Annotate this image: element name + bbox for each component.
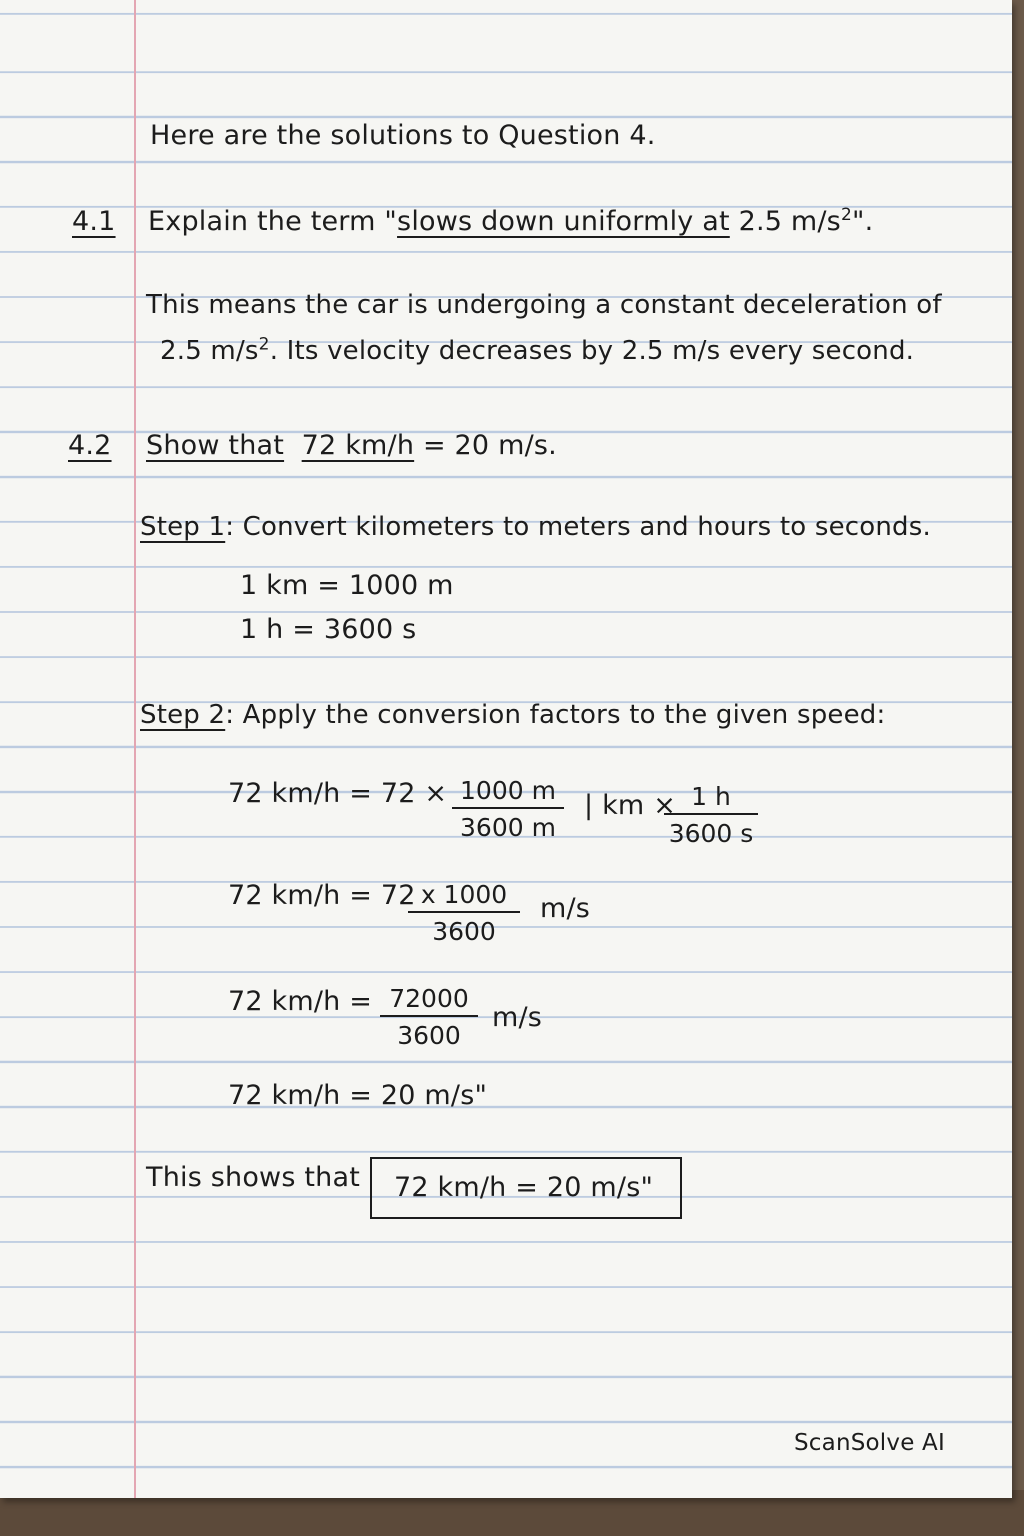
step-2-line <box>140 700 885 730</box>
intro-text: Here are the solutions to Question 4. <box>150 120 656 151</box>
question-number-4-2: 4.2 <box>68 430 112 461</box>
conversion-km: 1 km = 1000 m <box>240 570 454 601</box>
prompt-lead: Explain the term " <box>148 206 398 237</box>
answer-4-1-line-1: This means the car is undergoing a constant deceleration of <box>146 290 942 320</box>
equation-3-fraction <box>380 984 478 1050</box>
prompt-value: 2.5 m/s <box>729 206 841 237</box>
fraction-numerator: 1 h <box>664 782 758 815</box>
prompt-show-that: Show that <box>146 430 285 461</box>
fraction-numerator: 1000 m <box>452 776 564 809</box>
step-1-label: Step 1 <box>140 512 226 542</box>
fraction-numerator: x 1000 <box>408 880 520 913</box>
answer-exponent: 2 <box>258 334 270 355</box>
equation-3-lhs: 72 km/h = <box>228 986 373 1017</box>
fraction-numerator: 72000 <box>380 984 478 1017</box>
boxed-answer-text: 72 km/h = 20 m/s" <box>394 1172 654 1203</box>
answer-value: 2.5 m/s <box>160 336 259 366</box>
red-margin-line <box>134 0 136 1498</box>
equation-4: 72 km/h = 20 m/s" <box>228 1080 488 1111</box>
conclusion-lead: This shows that <box>146 1162 361 1193</box>
prompt-end: ". <box>851 206 874 237</box>
equation-1-lhs: 72 km/h = 72 × <box>228 778 448 809</box>
watermark-text: ScanSolve AI <box>794 1430 945 1456</box>
equation-1-fraction-1 <box>452 776 564 842</box>
question-4-1-prompt <box>148 206 873 237</box>
step-2-text: : Apply the conversion factors to the given speed: <box>225 700 886 730</box>
question-number-4-1: 4.1 <box>72 206 116 237</box>
prompt-exponent: 2 <box>840 205 852 225</box>
answer-4-1-line-2 <box>160 336 914 366</box>
equation-2-lhs: 72 km/h = 72 <box>228 880 416 911</box>
fraction-denominator: 3600 <box>397 1021 461 1050</box>
equation-1-fraction-2 <box>664 782 758 848</box>
equation-3-unit: m/s <box>492 1002 543 1033</box>
equation-2-unit: m/s <box>540 893 591 924</box>
step-2-label: Step 2 <box>140 700 226 730</box>
prompt-speed: 72 km/h <box>301 430 415 461</box>
fraction-denominator: 3600 <box>432 917 496 946</box>
step-1-text: : Convert kilometers to meters and hours to seconds. <box>225 512 931 542</box>
equation-2-fraction <box>408 880 520 946</box>
prompt-rest: = 20 m/s. <box>422 430 557 461</box>
prompt-underlined-term: slows down uniformly at <box>397 206 730 237</box>
conversion-h: 1 h = 3600 s <box>240 614 417 645</box>
step-1-line <box>140 512 931 542</box>
answer-rest: . Its velocity decreases by 2.5 m/s every second. <box>269 336 915 366</box>
fraction-denominator: 3600 m <box>460 813 556 842</box>
equation-1-middle: | km × <box>584 790 677 821</box>
fraction-denominator: 3600 s <box>668 819 754 848</box>
question-4-2-prompt <box>146 430 557 461</box>
